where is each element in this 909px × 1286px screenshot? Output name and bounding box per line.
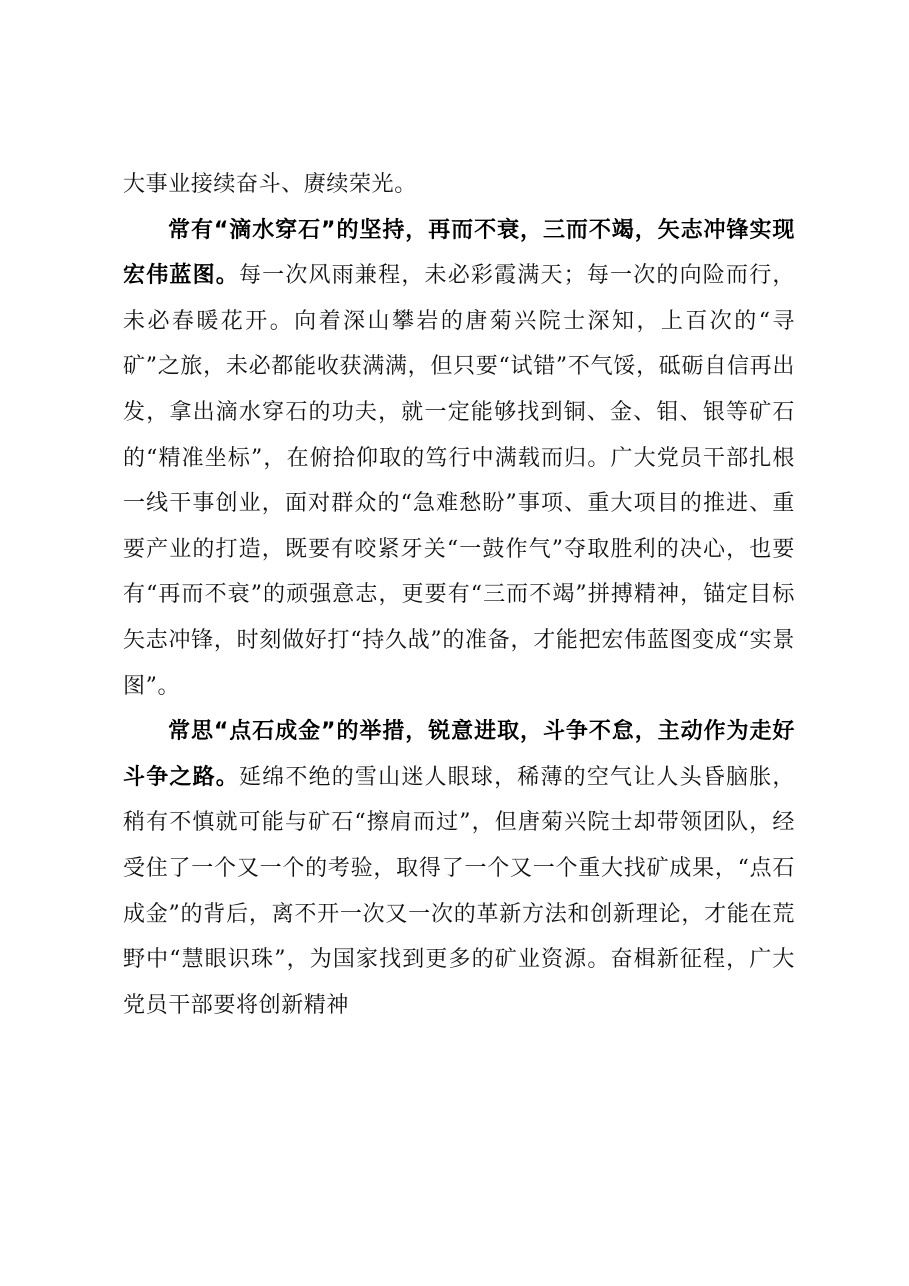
document-body xyxy=(123,162,795,1028)
paragraph-text: 延绵不绝的雪山迷人眼球，稀薄的空气让人头昏脑胀，稍有不慎就可能与矿石“擦肩而过”，但唐菊兴院士却带领团队，经受住了一个又一个的考验，取得了一个又一个重大找矿成果，“点石成金”的背后，离不开一次又一次的革新方法和创新理论，才能在荒野中“慧眼识珠”，为国家找到更多的矿业资源。奋楫新征程，广大党员干部要将创新精神 xyxy=(123,764,795,1018)
paragraph-text: 每一次风雨兼程，未必彩霞满天；每一次的向险而行，未必春暖花开。向着深山攀岩的唐菊兴院士深知，上百次的“寻矿”之旅，未必都能收获满满，但只要“试错”不气馁，砥砺自信再出发，拿出滴水穿石的功夫，就一定能够找到铜、金、钼、银等矿石的“精准坐标”，在俯拾仰取的笃行中满载而归。广大党员干部扎根一线干事创业，面对群众的“急难愁盼”事项、重大项目的推进、重要产业的打造，既要有咬紧牙关“一鼓作气”夺取胜利的决心，也要有“再而不衰”的顽强意志，更要有“三而不竭”拼搏精神，锚定目标矢志冲锋，时刻做好打“持久战”的准备，才能把宏伟蓝图变成“实景图”。 xyxy=(123,263,795,699)
paragraph-innovation xyxy=(123,709,795,1028)
paragraph-heading: 常思“点石成金”的举措，锐意进取，斗争不怠，主动作为走好斗争之路。 xyxy=(123,719,795,790)
paragraph-continuation xyxy=(123,162,795,208)
paragraph-heading: 常有“滴水穿石”的坚持，再而不衰，三而不竭，矢志冲锋实现宏伟蓝图。 xyxy=(123,217,795,289)
paragraph-text: 大事业接续奋斗、赓续荣光。 xyxy=(123,172,417,197)
paragraph-perseverance xyxy=(123,208,795,710)
